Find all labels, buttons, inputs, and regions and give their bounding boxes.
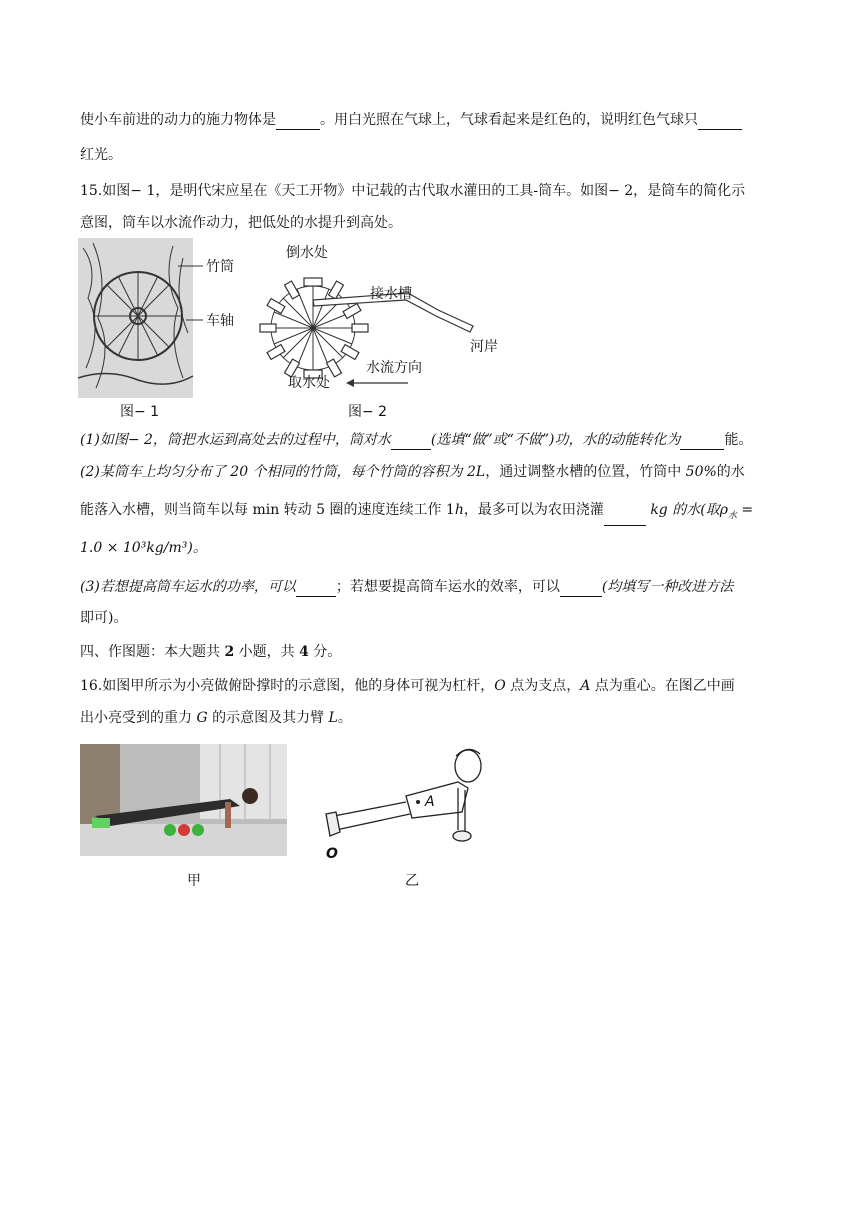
q14-text-a: 使小车前进的动力的施力物体是 bbox=[80, 112, 276, 128]
photo-jia bbox=[80, 744, 287, 856]
q15-p2-line2-a: 能落入水槽，则当筒车以每 min 转动 5 圈的速度连续工作 1 bbox=[80, 502, 455, 518]
q15-p3-text-a: (3)若想提高筒车运水的功率，可以 bbox=[80, 579, 296, 595]
q15-intro-line-1: 15.如图− 1，是明代宋应星在《天工开物》中记载的古代取水灌田的工具-筒车。如图− 2，是筒车的简化示 bbox=[80, 183, 746, 199]
q15-p2-line2-c: 的水(取 bbox=[667, 502, 720, 518]
q15-p3-text-b: ；若想要提高筒车运水的效率，可以 bbox=[335, 579, 560, 595]
q14-text-b: 。用白光照在气球上，气球看起来是红色的，说明红色气球只 bbox=[320, 112, 698, 128]
q15-p2-equals: = bbox=[736, 502, 754, 518]
figure-yi bbox=[322, 744, 492, 864]
section-4-text-a: 四、作图题：本大题共 bbox=[80, 644, 225, 660]
q16-line-2 bbox=[80, 708, 352, 728]
figure-1-water-wheel bbox=[78, 238, 248, 398]
q15-p2-text-b: ，通过调整水槽的位置，竹筒中 bbox=[485, 464, 686, 480]
pushup-sketch bbox=[322, 744, 492, 864]
q15-p2-unit-L: L bbox=[475, 464, 486, 480]
q15-p2-percent: 50% bbox=[685, 464, 717, 480]
label-axle: 车轴 bbox=[206, 313, 234, 329]
q16-text-e: 的示意图及其力臂 bbox=[207, 710, 329, 726]
q16-text-d: 出小亮受到的重力 bbox=[80, 710, 197, 726]
answer-blank[interactable] bbox=[276, 113, 320, 130]
answer-blank[interactable] bbox=[391, 433, 431, 450]
q16-line-1 bbox=[80, 676, 735, 696]
label-take-point: 取水处 bbox=[288, 375, 330, 391]
caption-jia: 甲 bbox=[187, 873, 201, 889]
section-4-count: 2 bbox=[224, 644, 235, 660]
label-river-bank: 河岸 bbox=[470, 339, 498, 355]
q16-point-A: A bbox=[580, 678, 591, 694]
section-4-text-b: 小题，共 bbox=[234, 644, 300, 660]
label-pour-point: 倒水处 bbox=[286, 245, 328, 261]
q15-p1-text-b: (选填“做”或“不做”)功，水的动能转化为 bbox=[430, 432, 681, 448]
q15-p2-rho: ρ bbox=[719, 502, 728, 518]
q15-p1-text-c: 能。 bbox=[724, 432, 753, 448]
q16-text-b: 点为支点， bbox=[505, 678, 581, 694]
q16-text-c: 点为重心。在图乙中画 bbox=[590, 678, 735, 694]
q15-p2-line2-b: ，最多可以为农田浇灌 bbox=[463, 502, 604, 518]
pushup-photo bbox=[80, 744, 287, 856]
q16-text-a: 16.如图甲所示为小亮做俯卧撑时的示意图，他的身体可视为杠杆， bbox=[80, 678, 495, 694]
q14-line-2: 红光。 bbox=[80, 147, 122, 163]
q15-part-1 bbox=[80, 430, 752, 450]
section-4-heading bbox=[80, 642, 341, 662]
q16-symbol-G: G bbox=[196, 710, 208, 726]
label-point-O: O bbox=[326, 846, 338, 862]
q15-p2-text-a: (2)某筒车上均匀分布了 20 个相同的竹筒，每个竹筒的容积为 2 bbox=[80, 464, 476, 480]
figure-1-caption: 图− 1 bbox=[120, 404, 160, 420]
answer-blank[interactable] bbox=[680, 433, 724, 450]
answer-blank[interactable] bbox=[296, 580, 336, 597]
q15-part-2-line-1 bbox=[80, 462, 745, 482]
answer-blank[interactable] bbox=[698, 113, 742, 130]
figure-2-diagram bbox=[258, 245, 508, 393]
caption-yi: 乙 bbox=[405, 873, 419, 889]
answer-blank[interactable] bbox=[604, 509, 646, 526]
label-point-A: A bbox=[425, 794, 435, 810]
label-trough: 接水槽 bbox=[370, 286, 412, 302]
q16-point-O: O bbox=[494, 678, 506, 694]
q15-part-3-line-2: 即可)。 bbox=[80, 610, 128, 626]
q15-p3-text-c: (均填写一种改进方法 bbox=[601, 579, 734, 595]
q15-part-2-line-2 bbox=[80, 500, 753, 526]
q15-part-2-line-3: 1.0 × 10³kg/m³)。 bbox=[80, 540, 207, 556]
section-4-score: 4 bbox=[299, 644, 309, 660]
q15-p2-unit-kg: kg bbox=[650, 502, 668, 518]
q15-p1-text-a: (1)如图− 2，筒把水运到高处去的过程中，筒对水 bbox=[80, 432, 391, 448]
q15-p2-rho-subscript: 水 bbox=[727, 510, 737, 521]
q16-symbol-L: L bbox=[328, 710, 338, 726]
q15-p2-text-c: 的水 bbox=[716, 464, 745, 480]
label-bamboo-tube: 竹筒 bbox=[206, 259, 234, 275]
q15-intro-line-2: 意图，筒车以水流作动力，把低处的水提升到高处。 bbox=[80, 215, 402, 231]
section-4-text-c: 分。 bbox=[308, 644, 342, 660]
answer-blank[interactable] bbox=[560, 580, 602, 597]
figure-2-caption: 图− 2 bbox=[348, 404, 388, 420]
q16-text-f: 。 bbox=[337, 710, 352, 726]
label-flow-direction: 水流方向 bbox=[366, 360, 422, 376]
q14-line-1 bbox=[80, 110, 742, 130]
q15-p2-unit-h: h bbox=[454, 502, 464, 518]
q15-part-3-line-1 bbox=[80, 577, 733, 597]
